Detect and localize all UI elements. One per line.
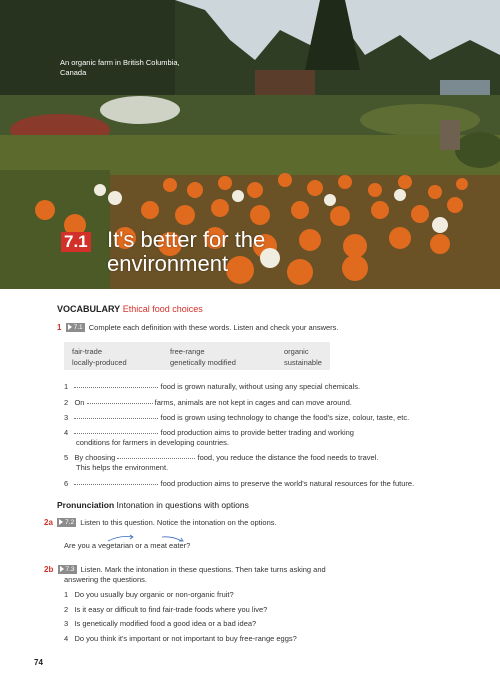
play-icon — [68, 324, 72, 330]
answer-blank[interactable] — [74, 387, 158, 388]
section-subheading: Ethical food choices — [122, 304, 203, 314]
audio-track-button[interactable]: 7.1 — [66, 323, 85, 332]
exercise-2a-instruction — [44, 518, 277, 528]
exercise-number: 2b — [44, 565, 54, 574]
lesson-number: 7.1 — [61, 232, 91, 252]
instruction-text: Complete each definition with these words. Listen and check your answers. — [88, 323, 339, 332]
word-item: genetically modified — [170, 358, 236, 367]
definition-item: 1 food is grown naturally, without using any special chemicals. — [64, 382, 361, 391]
question-item: 2 Is it easy or difficult to find fair-trade foods where you live? — [64, 605, 268, 614]
question-item: 4 Do you think it's important or not important to buy free-range eggs? — [64, 634, 297, 643]
word-item: locally-produced — [72, 358, 127, 367]
photo-caption: An organic farm in British Columbia, Canada — [60, 58, 180, 77]
definition-continuation: conditions for farmers in developing countries. — [76, 438, 229, 447]
answer-blank[interactable] — [74, 433, 158, 434]
word-item: fair-trade — [72, 347, 103, 356]
question-item: 1 Do you usually buy organic or non-organic fruit? — [64, 590, 234, 599]
exercise-2b-instruction — [44, 565, 326, 575]
definition-continuation: This helps the environment. — [76, 463, 169, 472]
definition-item: 2 On farms, animals are not kept in cages and can move around. — [64, 398, 352, 407]
definition-item: 6 food production aims to preserve the world's natural resources for the future. — [64, 479, 415, 488]
word-item: free-range — [170, 347, 205, 356]
audio-track-button[interactable]: 7.3 — [58, 565, 77, 574]
section-subheading: Intonation in questions with options — [116, 500, 249, 510]
section-label: VOCABULARY — [57, 304, 121, 314]
example-question: Are you a vegetarian or a meat eater? — [64, 541, 191, 550]
definition-item: 4 food production aims to provide better trading and working — [64, 428, 354, 437]
lesson-title: It's better for the environment — [107, 227, 266, 276]
page-number: 74 — [34, 658, 43, 667]
play-icon — [59, 519, 63, 525]
question-item: 3 Is genetically modified food a good idea or a bad idea? — [64, 619, 257, 628]
word-item: sustainable — [284, 358, 322, 367]
answer-blank[interactable] — [87, 403, 153, 404]
instruction-continuation: answering the questions. — [64, 575, 147, 584]
answer-blank[interactable] — [117, 458, 195, 459]
section-label: Pronunciation — [57, 500, 115, 510]
answer-blank[interactable] — [74, 418, 158, 419]
instruction-text: Listen. Mark the intonation in these questions. Then take turns asking and — [80, 565, 326, 574]
exercise-1-instruction — [57, 323, 338, 333]
audio-track-button[interactable]: 7.2 — [57, 518, 76, 527]
definition-item: 5 By choosing food, you reduce the distance the food needs to travel. — [64, 453, 379, 462]
pronunciation-heading — [57, 500, 249, 510]
word-item: organic — [284, 347, 309, 356]
word-box — [64, 342, 330, 370]
vocabulary-heading — [57, 304, 203, 314]
play-icon — [60, 566, 64, 572]
definition-item: 3 food is grown using technology to change the food's size, colour, taste, etc. — [64, 413, 410, 422]
answer-blank[interactable] — [74, 484, 158, 485]
hero-photo — [0, 0, 500, 289]
exercise-number: 1 — [57, 323, 62, 332]
exercise-number: 2a — [44, 518, 53, 527]
instruction-text: Listen to this question. Notice the intonation on the options. — [80, 518, 277, 527]
